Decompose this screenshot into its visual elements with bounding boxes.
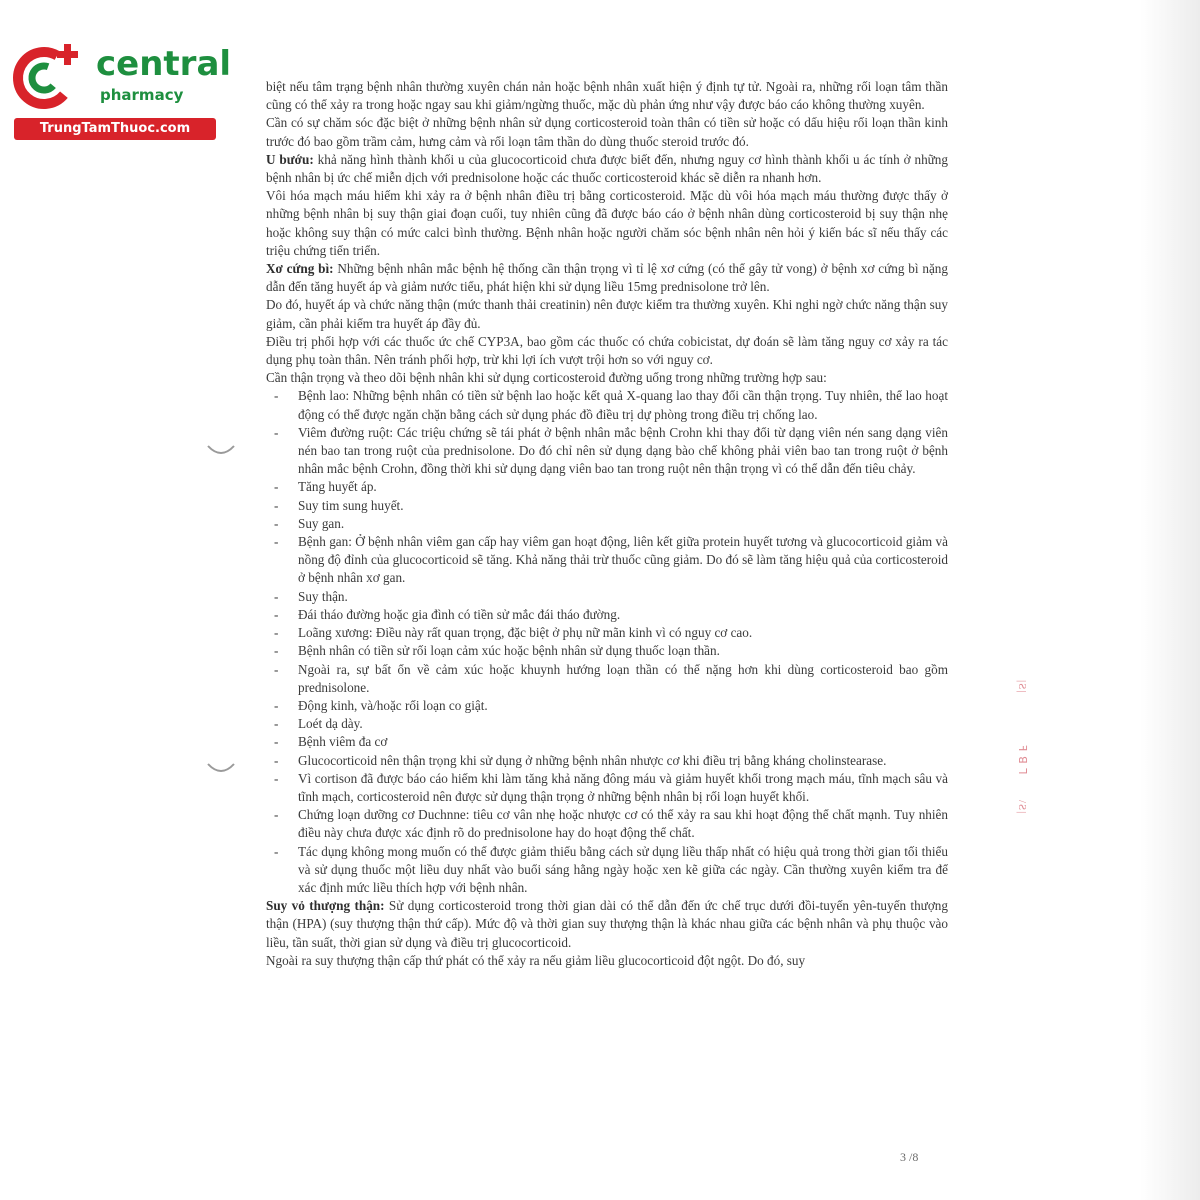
list-dash: - bbox=[274, 843, 279, 859]
paragraph-text: Sử dụng corticosteroid trong thời gian dài có thể dẫn đến ức chế trục dưới đồi-tuyến yên-tuyến thượng thận (HPA) (suy thượng thận thứ cấp). Mức độ và thời gian suy thượng thận là khác nhau giữa các bệnh nhân và phụ thuộc vào liều, tần suất, thời gian sử dụng và điều trị glucocorticoid. bbox=[266, 898, 948, 950]
list-dash: - bbox=[274, 770, 279, 786]
paragraph: Cần thận trọng và theo dõi bệnh nhân khi sử dụng corticosteroid đường uống trong những trường hợp sau: bbox=[266, 370, 827, 386]
list-dash: - bbox=[274, 807, 279, 823]
document-body bbox=[266, 78, 948, 970]
list-item: - Viêm đường ruột: Các triệu chứng sẽ tái phát ở bệnh nhân mắc bệnh Crohn khi thay đổi từ dạng viên nén sang dạng viên nén bao tan trong ruột của prednisolone. Do đó chỉ nên sử dụng dạng bào chế không phải viên bao tan trong ruột ở bệnh nhân mắc bệnh Crohn, đồng thời khi sử dụng dạng viên bao tan trong ruột nên thận trọng vì có thể dẫn đến tiêu chảy. bbox=[274, 424, 948, 477]
paragraph-text: Những bệnh nhân mắc bệnh hệ thống cần thận trọng vì tỉ lệ xơ cứng (có thể gây tử vong) ở bệnh xơ cứng bì nặng dẫn đến tăng huyết áp và giảm nước tiểu, phát hiện khi sử dụng liều 15mg prednisolone trở lên. bbox=[266, 261, 948, 295]
scan-page-edge bbox=[1140, 0, 1200, 1200]
paragraph: Điều trị phối hợp với các thuốc ức chế CYP3A, bao gồm các thuốc có chứa cobicistat, dự đoán sẽ làm tăng nguy cơ xảy ra tác dụng phụ toàn thân. Nên tránh phối hợp, trừ khi lợi ích vượt trội hơn so với nguy cơ. bbox=[266, 333, 948, 368]
list-item: - Tác dụng không mong muốn có thể được giảm thiểu bằng cách sử dụng liều thấp nhất có hiệu quả trong thời gian tối thiểu và sử dụng thuốc một liều duy nhất vào buổi sáng hằng ngày hoặc xen kẽ giữa các ngày. Cần thường xuyên kiểm tra để xác định mức liều thích hợp với bệnh nhân. bbox=[274, 843, 948, 895]
list-item: - Suy tim sung huyết. bbox=[266, 497, 948, 515]
central-pharmacy-logo bbox=[8, 38, 232, 138]
list-item: - Bệnh gan: Ở bệnh nhân viêm gan cấp hay viêm gan hoạt động, liên kết giữa protein huyết tương và glucocorticoid giảm và nồng độ đỉnh của glucocorticoid sẽ tăng. Khả năng thải trừ thuốc cũng giảm. Do đó sẽ làm tăng hiệu quả của corticosteroid ở bệnh nhân xơ gan. bbox=[274, 534, 948, 586]
section-label: Suy vỏ thượng thận: bbox=[266, 898, 385, 914]
margin-stamp-mark: /Ƨ| bbox=[1016, 800, 1028, 815]
margin-stamp-mark: |Ƨ| bbox=[1016, 680, 1028, 694]
paragraph-u-buou bbox=[266, 151, 948, 187]
list-dash: - bbox=[274, 643, 279, 659]
list-dash: - bbox=[274, 534, 279, 550]
list-item: - Loãng xương: Điều này rất quan trọng, đặc biệt ở phụ nữ mãn kinh vì có nguy cơ cao. bbox=[266, 624, 948, 642]
list-dash: - bbox=[274, 515, 279, 531]
list-item: - Glucocorticoid nên thận trọng khi sử dụng ở những bệnh nhân nhược cơ khi điều trị bằng kháng cholinstearase. bbox=[266, 752, 948, 770]
list-dash: - bbox=[274, 697, 279, 713]
list-item: - Suy gan. bbox=[266, 515, 948, 533]
list-item: - Động kinh, và/hoặc rối loạn co giật. bbox=[266, 697, 948, 715]
section-label: Xơ cứng bì: bbox=[266, 261, 334, 277]
list-item: - Đái tháo đường hoặc gia đình có tiền sử mắc đái tháo đường. bbox=[266, 606, 948, 624]
list-item: - Vì cortison đã được báo cáo hiếm khi làm tăng khả năng đông máu và giảm huyết khối trong mạch máu, tĩnh mạch sâu và tĩnh mạch, corticosteroid nên được sử dụng thận trọng ở những bệnh nhân bị rối loạn huyết khối. bbox=[274, 770, 948, 804]
list-item: - Bệnh lao: Những bệnh nhân có tiền sử bệnh lao hoặc kết quả X-quang lao thay đổi cần thận trọng. Tuy nhiên, thể lao hoạt động có thể được ngăn chặn bằng cách sử dụng phác đồ điều trị dự phòng trong điều trị chống lao. bbox=[274, 388, 948, 422]
logo-sub-text: pharmacy bbox=[100, 86, 184, 104]
punch-hole-mark bbox=[206, 444, 236, 458]
paragraph: Ngoài ra suy thượng thận cấp thứ phát có thể xảy ra nếu giảm liều glucocorticoid đột ngột. Do đó, suy bbox=[266, 952, 806, 968]
list-item: - Suy thận. bbox=[266, 588, 948, 606]
paragraph: Vôi hóa mạch máu hiếm khi xảy ra ở bệnh nhân điều trị bằng corticosteroid. Mặc dù vôi hóa mạch máu thường được thấy ở những bệnh nhân bị suy thận giai đoạn cuối, tuy nhiên cũng đã được báo cáo ở bệnh nhân dùng corticosteroid bị suy thận nhẹ hoặc không suy thận có mức calci bình thường. Bệnh nhân hoặc người chăm sóc bệnh nhân nên hỏi ý kiến bác sĩ nếu thấy các triệu chứng tiến triển. bbox=[266, 188, 948, 258]
paragraph-xo-cung bbox=[266, 260, 948, 296]
paragraph-suy-vo bbox=[266, 897, 948, 952]
list-dash: - bbox=[274, 497, 279, 513]
logo-website-banner: TrungTamThuoc.com bbox=[14, 118, 216, 140]
list-dash: - bbox=[274, 625, 279, 641]
list-dash: - bbox=[274, 734, 279, 750]
list-item: - Ngoài ra, sự bất ổn về cảm xúc hoặc khuynh hướng loạn thần có thể nặng hơn khi dùng corticosteroid bao gồm prednisolone. bbox=[274, 661, 948, 695]
list-item: - Bệnh viêm đa cơ bbox=[266, 733, 948, 751]
pharmacy-c-cross-icon bbox=[8, 38, 92, 118]
list-dash: - bbox=[274, 716, 279, 732]
punch-hole-mark bbox=[206, 762, 236, 776]
margin-stamp-mark: ꟻ ꓭ ꓶ bbox=[1016, 745, 1028, 776]
list-dash: - bbox=[274, 752, 279, 768]
list-dash: - bbox=[274, 588, 279, 604]
section-label: U bướu: bbox=[266, 151, 314, 167]
list-dash: - bbox=[274, 479, 279, 495]
list-dash: - bbox=[274, 388, 279, 404]
list-item: - Tăng huyết áp. bbox=[266, 478, 948, 496]
paragraph: biệt nếu tâm trạng bệnh nhân thường xuyên chán nản hoặc bệnh nhân xuất hiện ý định tự tử. Ngoài ra, những rối loạn tâm thần cũng có thể xảy ra trong hoặc ngay sau khi giảm/ngừng thuốc, mặc dù phản ứng như vậy được báo cáo không thường xuyên. bbox=[266, 79, 948, 113]
page-number: 3 /8 bbox=[900, 1150, 919, 1164]
list-item: - Chứng loạn dưỡng cơ Duchnne: tiêu cơ vân nhẹ hoặc nhược cơ có thể xảy ra sau khi hoạt động thể chất mạnh. Tuy nhiên điều này chưa được xác định rõ do prednisolone hay do hoạt động thể chất. bbox=[274, 807, 948, 841]
logo-brand-text: central bbox=[96, 44, 232, 84]
list-dash: - bbox=[274, 424, 279, 440]
paragraph: Do đó, huyết áp và chức năng thận (mức thanh thải creatinin) nên được kiểm tra thường xuyên. Khi nghi ngờ chức năng thận suy giảm, cần phải kiểm tra huyết áp đầy đủ. bbox=[266, 297, 948, 331]
precaution-list bbox=[266, 387, 948, 897]
paragraph: Cần có sự chăm sóc đặc biệt ở những bệnh nhân sử dụng corticosteroid toàn thân có tiền sử hoặc có dấu hiệu rối loạn thần kinh trước đó bao gồm trầm cảm, hưng cảm và rối loạn tâm thần do dùng thuốc steroid trước đó. bbox=[266, 115, 948, 149]
list-dash: - bbox=[274, 606, 279, 622]
list-item: - Bệnh nhân có tiền sử rối loạn cảm xúc hoặc bệnh nhân sử dụng thuốc loạn thần. bbox=[266, 642, 948, 660]
paragraph-text: khả năng hình thành khối u của glucocorticoid chưa được biết đến, nhưng nguy cơ hình thành khối u ác tính ở những bệnh nhân bị ức chế miễn dịch với prednisolone hoặc các thuốc corticosteroid khác sẽ diễn ra nhanh hơn. bbox=[266, 151, 948, 186]
list-item: - Loét dạ dày. bbox=[266, 715, 948, 733]
list-dash: - bbox=[274, 661, 279, 677]
